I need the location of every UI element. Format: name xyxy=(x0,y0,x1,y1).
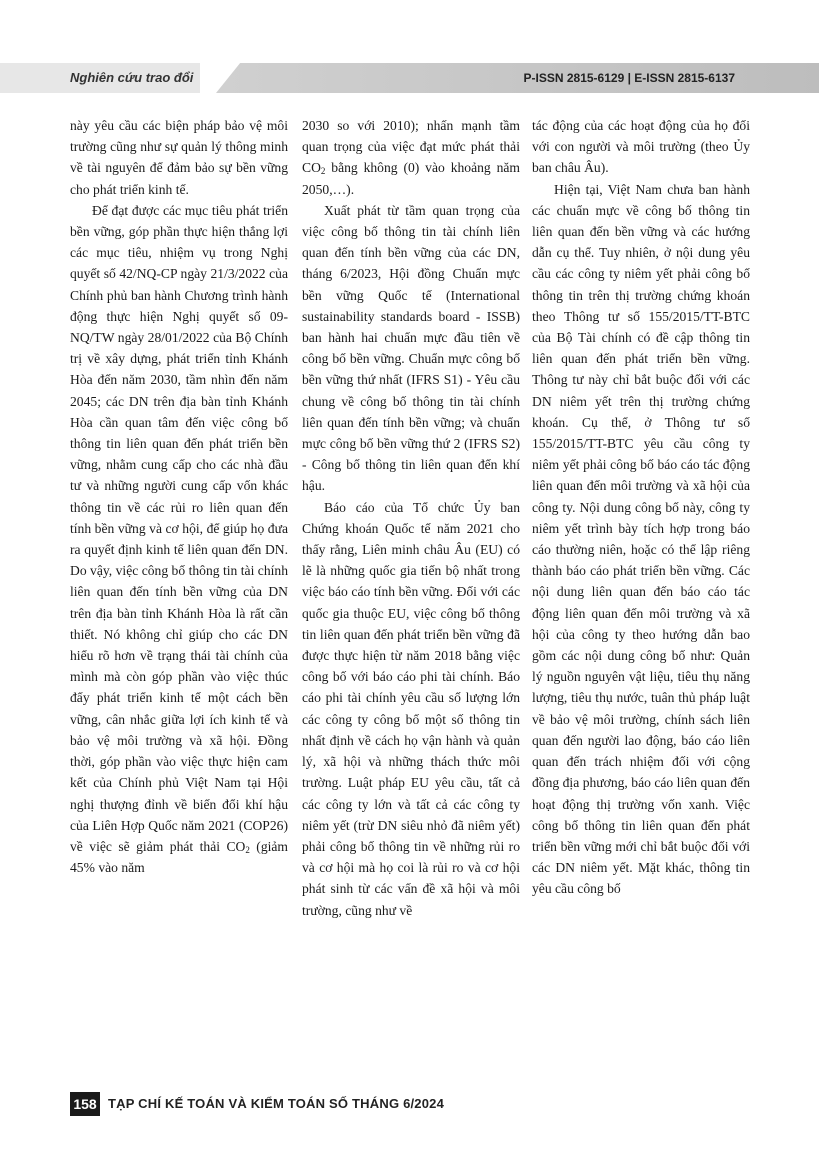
paragraph-text: bằng không (0) vào khoảng năm 2050,…). xyxy=(302,160,520,197)
paragraph xyxy=(302,115,520,200)
text-column-1 xyxy=(70,115,288,878)
subscript: 2 xyxy=(245,844,250,855)
paragraph: Hiện tại, Việt Nam chưa ban hành các chuẩn mực về công bố thông tin liên quan đến bền vững và các hướng dẫn cụ thể. Tuy nhiên, ở nội dung yêu cầu các công ty niêm yết phải công bố thông tin trên thị trường chứng khoán theo Thông tư số 155/2015/TT-BTC của Bộ Tài chính có đề cập thông tin liên quan đến phát triển bền vững. Thông tư này chỉ bắt buộc đối với các DN niêm yết trên thị trường chứng khoán. Cụ thể, ở Thông tư số 155/2015/TT-BTC yêu cầu công ty niêm yết phải công bố báo cáo tác động liên quan đến môi trường và xã hội của công ty. Nội dung công bố này, công ty niêm yết trình bày tích hợp trong báo cáo thường niên, hoặc có thể lập riêng thành báo cáo phát triển bền vững. Các nội dung liên quan đến báo cáo tác động liên quan đến môi trường và xã hội của công ty theo hướng dẫn bao gồm các nội dung công bố như: Quản lý nguồn nguyên vật liệu, tiêu thụ năng lượng, tiêu thụ nước, tuân thủ pháp luật về bảo vệ môi trường, chính sách liên quan đến người lao động, báo cáo liên quan đến trách nhiệm đối với cộng đồng địa phương, báo cáo liên quan đến hoạt động thị trường vốn xanh. Việc công bố thông tin liên quan đến phát triển bền vững mới chỉ bắt buộc đối với các DN niêm yết. Mặt khác, thông tin yêu cầu công bố xyxy=(532,181,750,897)
paragraph-text: Để đạt được các mục tiêu phát triển bền vững, góp phần thực hiện thắng lợi các mục tiêu, nhiệm vụ trong Nghị quyết số 42/NQ-CP ngày 21/3/2022 của Chính phủ ban hành Chương trình hành động thực hiện Nghị quyết số 09-NQ/TW ngày 28/01/2022 của Bộ Chính trị về xây dựng, phát triển tỉnh Khánh Hòa đến năm 2030, tầm nhìn đến năm 2045; các DN trên địa bàn tỉnh Khánh Hòa cần quan tâm đến việc công bố thông tin liên quan đến phát triển bền vững, nhằm cung cấp cho các nhà đầu tư và những người cung cấp vốn khác thông tin về các rủi ro liên quan đến tính bền vững và cơ hội, để giúp họ đưa ra quyết định kinh tế liên quan đến DN. Do vậy, việc công bố thông tin tài chính liên quan đến tính bền vững của DN trên địa bàn tỉnh Khánh Hòa là rất cần thiết. Nó không chỉ giúp cho các DN hiểu rõ hơn về trạng thái tài chính của mình mà còn góp phần vào việc thúc đẩy phát triển kinh tế một cách bền vững, cân nhắc giữa lợi ích kinh tế và bảo vệ môi trường và xã hội. Đồng thời, góp phần vào việc thực hiện cam kết của Chính phủ Việt Nam tại Hội nghị thượng đỉnh về biến đổi khí hậu của Liên Hợp Quốc năm 2021 (COP26) về việc sẽ giảm phát thải CO xyxy=(70,202,288,854)
page-footer xyxy=(70,1092,770,1120)
issn-label: P-ISSN 2815-6129 | E-ISSN 2815-6137 xyxy=(523,71,735,85)
paragraph-text: (giảm 45% vào năm xyxy=(70,838,288,876)
journal-title: TẠP CHÍ KẾ TOÁN VÀ KIỂM TOÁN SỐ THÁNG 6/2024 xyxy=(108,1096,445,1111)
paragraph: tác động của các hoạt động của họ đối với con người và môi trường (theo Ủy ban châu Âu). xyxy=(532,118,750,176)
paragraph xyxy=(70,200,288,879)
paragraph: này yêu cầu các biện pháp bảo vệ môi trường cũng như sự quản lý thông minh về tài nguyên để đảm bảo sự bền vững cho phát triển kinh tế. xyxy=(70,118,288,197)
section-title: Nghiên cứu trao đổi xyxy=(70,70,194,85)
text-column-3 xyxy=(532,115,750,900)
page-number: 158 xyxy=(70,1092,100,1116)
subscript: 2 xyxy=(320,166,326,177)
paragraph: Xuất phát từ tầm quan trọng của việc công bố thông tin tài chính liên quan đến tính bền vững của các DN, tháng 6/2023, Hội đồng Chuẩn mực bền vững Quốc tế (International sustainability standards board - ISSB) ban hành hai chuẩn mực đầu tiên về công bố bền vững. Chuẩn mực công bố bền vững thứ nhất (IFRS S1) - Yêu cầu chung về công bố thông tin tài chính liên quan đến tính bền vững; và chuẩn mực công bố bền vững thứ 2 (IFRS S2) - Công bố thông tin liên quan đến khí hậu. xyxy=(302,202,520,494)
paragraph: Báo cáo của Tổ chức Ủy ban Chứng khoán Quốc tế năm 2021 cho thấy rằng, Liên minh châu Âu (EU) có lẽ là những quốc gia tiến bộ nhất trong việc báo cáo tính bền vững. Đối với các quốc gia thuộc EU, việc công bố thông tin liên quan đến phát triển bền vững đã được thực hiện từ năm 2018 bằng việc công bố với báo cáo phi tài chính. Báo cáo phi tài chính yêu cầu số lượng lớn các công ty công bố một số thông tin nhất định về cách họ vận hành và quản lý, xã hội và những thách thức môi trường. Luật pháp EU yêu cầu, tất cả các công ty lớn và tất cả các công ty niêm yết (trừ DN siêu nhỏ đã niêm yết) phải công bố thông tin về những rủi ro và cơ hội mà họ coi là rủi ro và cơ hội phát sinh từ các vấn đề xã hội và môi trường, cũng như về xyxy=(302,499,520,918)
text-column-2 xyxy=(302,115,520,921)
paragraph-text: 2030 so với 2010); nhấn mạnh tầm quan trọng của việc đạt mức phát thải CO xyxy=(302,118,520,176)
page-header xyxy=(0,63,819,93)
